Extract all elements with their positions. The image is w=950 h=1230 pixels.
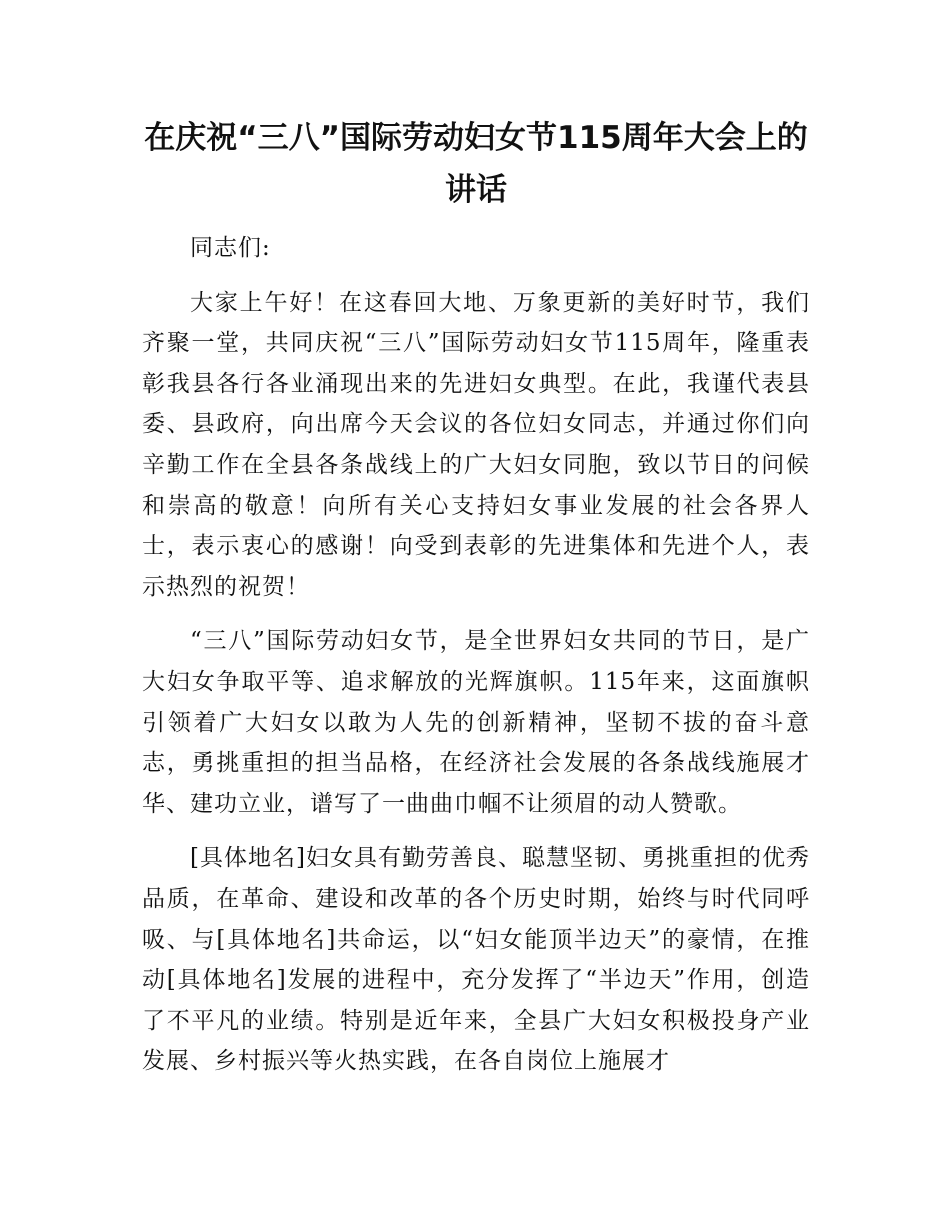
document-title: 在庆祝“三八”国际劳动妇女节115周年大会上的讲话 bbox=[144, 120, 808, 208]
paragraph-3: [具体地名]妇女具有勤劳善良、聪慧坚韧、勇挑重担的优秀品质，在革命、建设和改革的各个历史时期，始终与时代同呼吸、与[具体地名]共命运，以“妇女能顶半边天”的豪情，在推动[具体地名]发展的进程中，充分发挥了“半边天”作用，创造了不平凡的业绩。特别是近年来，全县广大妇女积极投身产业发展、乡村振兴等火热实践，在各自岗位上施展才 bbox=[142, 845, 810, 1075]
paragraph-2: “三八”国际劳动妇女节，是全世界妇女共同的节日，是广大妇女争取平等、追求解放的光辉旗帜。115年来，这面旗帜引领着广大妇女以敢为人先的创新精神，坚韧不拔的奋斗意志，勇挑重担的担当品格，在经济社会发展的各条战线施展才华、建功立业，谱写了一曲曲巾帼不让须眉的动人赞歌。 bbox=[142, 628, 810, 817]
salutation: 同志们: bbox=[190, 235, 271, 261]
paragraph-1: 大家上午好！在这春回大地、万象更新的美好时节，我们齐聚一堂，共同庆祝“三八”国际劳动妇女节115周年，隆重表彰我县各行各业涌现出来的先进妇女典型。在此，我谨代表县委、县政府，向出席今天会议的各位妇女同志，并通过你们向辛勤工作在全县各条战线上的广大妇女同胞，致以节日的问候和崇高的敬意！向所有关心支持妇女事业发展的社会各界人士，表示衷心的感谢！向受到表彰的先进集体和先进个人，表示热烈的祝贺！ bbox=[142, 289, 810, 600]
